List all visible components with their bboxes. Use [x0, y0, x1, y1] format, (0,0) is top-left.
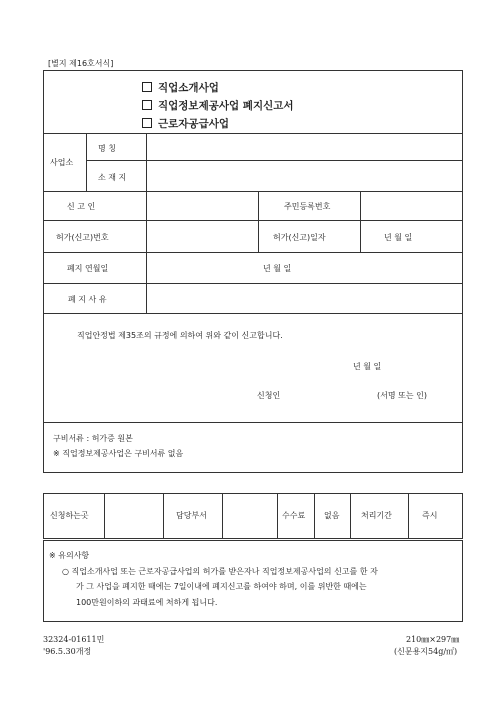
business-place-label: 사업소: [50, 158, 74, 167]
fee-label: 수수료: [282, 511, 306, 520]
dept-label: 담당부서: [176, 511, 207, 520]
checkbox-icon[interactable]: [142, 82, 152, 92]
notes-line-3: 100만원이하의 과태료에 처하게 됩니다.: [76, 598, 218, 607]
name-label: 명 칭: [98, 144, 116, 153]
submit-to-label: 신청하는곳: [50, 511, 89, 520]
declaration-text: 직업안정법 제35조의 규정에 의하여 위와 같이 신고합니다.: [77, 331, 283, 340]
footer-paper: (신문용지54g/㎡): [394, 647, 458, 656]
fee-value: 없음: [324, 511, 340, 520]
attachments-line-2: ※ 직업정보제공사업은 구비서류 없음: [53, 449, 184, 458]
declaration-date[interactable]: 년 월 일: [353, 362, 382, 371]
resident-number-label: 주민등록번호: [284, 202, 331, 211]
title-line-1: 직업소개사업: [142, 80, 219, 95]
footer-size: 210㎜×297㎜: [406, 635, 460, 644]
attachments-line-1: 구비서류 : 허가증 원본: [53, 434, 133, 443]
processing-table: [43, 493, 463, 539]
location-label: 소 재 지: [98, 173, 127, 182]
applicant-label: 신청인: [257, 391, 281, 400]
notes-header: ※ 유의사항: [49, 551, 90, 560]
footer-code: 32324-01611민: [43, 635, 105, 644]
closure-date-value[interactable]: 년 월 일: [263, 264, 292, 273]
title-line-3: 근로자공급사업: [142, 116, 229, 131]
closure-date-label: 폐지 연월일: [67, 264, 109, 273]
period-value: 즉시: [422, 511, 438, 520]
closure-reason-label: 폐 지 사 유: [68, 295, 107, 304]
permit-date-label: 허가(신고)일자: [273, 233, 326, 242]
permit-number-label: 허가(신고)번호: [56, 233, 109, 242]
title-line-2: 직업정보제공사업 폐지신고서: [142, 98, 294, 113]
permit-date-value[interactable]: 년 월 일: [384, 233, 413, 242]
checkbox-icon[interactable]: [142, 100, 152, 110]
checkbox-icon[interactable]: [142, 118, 152, 128]
notes-line-1: ○ 직업소개사업 또는 근로자공급사업의 허가를 받은자나 직업정보제공사업의 신고를 한 자: [62, 567, 378, 576]
footer-revision: '96.5.30개정: [43, 647, 92, 656]
notes-line-2: 가 그 사업을 폐지한 때에는 7일이내에 폐지신고를 하여야 하며, 이를 위반한 때에는: [76, 582, 367, 591]
form-label: [별지 제16호서식]: [48, 59, 114, 68]
signature-label: (서명 또는 인): [377, 391, 427, 400]
reporter-label: 신 고 인: [67, 202, 96, 211]
period-label: 처리기간: [361, 511, 392, 520]
